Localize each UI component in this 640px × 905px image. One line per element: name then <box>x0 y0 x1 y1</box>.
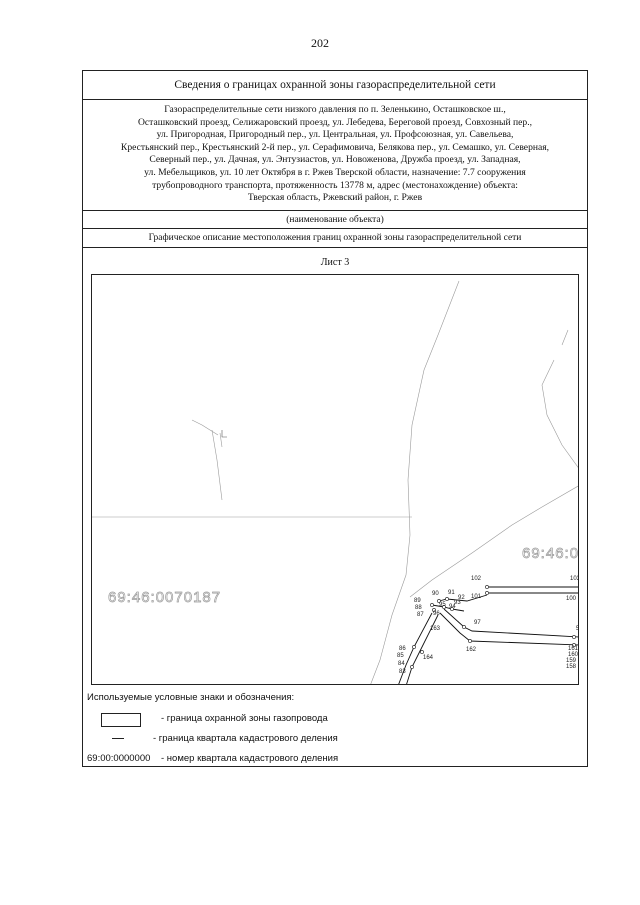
point-label: 84 <box>398 661 405 667</box>
cadastral-map <box>91 274 579 685</box>
point-label: 159 <box>566 658 577 664</box>
map-boundary-line <box>212 430 222 500</box>
point-label: 101 <box>471 594 482 600</box>
object-name-caption: (наименование объекта) <box>83 211 587 229</box>
description-line: ул. Мебельщиков, ул. 10 лет Октября в г. Ржев Тверской области, назначение: 7.7 сооружения <box>144 166 526 178</box>
map-boundary-line <box>410 485 579 597</box>
point-label: 87 <box>417 612 424 618</box>
point-label: 102 <box>471 576 482 582</box>
point-label: 97 <box>474 620 481 626</box>
legend-item: - номер квартала кадастрового деления <box>161 753 339 764</box>
point-label: 96 <box>433 611 440 617</box>
boundary-point <box>462 625 465 628</box>
point-label: 161 <box>568 646 579 652</box>
point-label: 164 <box>423 655 434 661</box>
map-drawing <box>92 275 579 685</box>
point-label: 91 <box>448 590 455 596</box>
description-line: Крестьянский пер., Крестьянский 2-й пер., ул. Серафимовича, Белякова пер., ул. Семашко, ул. Северная, <box>120 141 550 153</box>
legend-title: Используемые условные знаки и обозначения: <box>87 692 295 703</box>
point-label: 90 <box>432 591 439 597</box>
legend-quarter-border-symbol <box>112 738 124 739</box>
page-number: 202 <box>311 36 329 50</box>
description-line: Осташковский проезд, Селижаровский проезд, ул. Лебедева, Береговой проезд, Совхозный пер., <box>137 116 533 128</box>
map-boundary-line <box>562 330 568 345</box>
quarter-label: 69:46:0070187 <box>108 589 222 606</box>
object-description <box>83 100 587 211</box>
map-boundary-line <box>542 360 579 470</box>
legend-item: - граница охранной зоны газопровода <box>161 713 328 724</box>
point-label: 160 <box>568 652 579 658</box>
point-label: 86 <box>399 646 406 652</box>
quarter-label: 69:46:0 <box>522 545 580 562</box>
map-boundary-line <box>370 281 459 685</box>
boundary-point <box>410 665 413 668</box>
boundary-point <box>412 645 415 648</box>
description-line: Газораспределительные сети низкого давления по п. Зеленькино, Осташковское ш., <box>164 104 506 115</box>
document-frame <box>82 70 588 767</box>
description-line: Северный пер., ул. Дачная, ул. Энтузиастов, ул. Новоженова, Дружба проезд, ул. Западная, <box>149 154 521 166</box>
point-label: 103 <box>570 576 580 582</box>
legend-quarter-code: 69:00:0000000 <box>87 753 151 764</box>
point-label: 89 <box>414 598 421 604</box>
point-label: 162 <box>466 647 477 653</box>
point-label: 163 <box>430 626 441 632</box>
graphic-description-title: Графическое описание местоположения границ охранной зоны газораспределительной сети <box>83 229 587 248</box>
boundary-point <box>430 603 433 606</box>
protection-zone-line <box>440 613 579 645</box>
point-label: 93 <box>454 600 461 606</box>
description-line: Тверская область, Ржевский район, г. Ржев <box>247 192 423 204</box>
boundary-point <box>445 597 448 600</box>
boundary-point <box>578 585 579 588</box>
map-boundary-line <box>192 420 218 435</box>
description-line: трубопроводного транспорта, протяженность 13778 м, адрес (местонахождение) объекта: <box>152 179 518 191</box>
document-title: Сведения о границах охранной зоны газораспределительной сети <box>83 71 587 100</box>
legend-item: - граница квартала кадастрового деления <box>153 733 338 744</box>
sheet-label: Лист 3 <box>320 257 350 268</box>
boundary-point <box>485 585 488 588</box>
boundary-point <box>572 635 575 638</box>
boundary-point <box>420 650 423 653</box>
legend-zone-symbol <box>101 713 141 727</box>
point-label: 100 <box>566 596 577 602</box>
boundary-point <box>485 591 488 594</box>
point-label: 88 <box>415 605 422 611</box>
point-label: 158 <box>566 664 577 670</box>
point-label: 94 <box>449 604 456 610</box>
point-label: 85 <box>397 653 404 659</box>
point-label: 95 <box>439 602 446 608</box>
protection-zone-line <box>444 609 579 637</box>
boundary-point <box>468 639 471 642</box>
boundary-point <box>578 591 579 594</box>
description-line: ул. Пригородная, Пригородный пер., ул. Центральная, ул. Профсоюзная, ул. Савельева, <box>156 129 514 141</box>
point-label: 5 <box>576 626 580 632</box>
point-label: 92 <box>458 595 465 601</box>
map-boundary-line <box>222 430 227 437</box>
point-label: 83 <box>399 669 406 675</box>
